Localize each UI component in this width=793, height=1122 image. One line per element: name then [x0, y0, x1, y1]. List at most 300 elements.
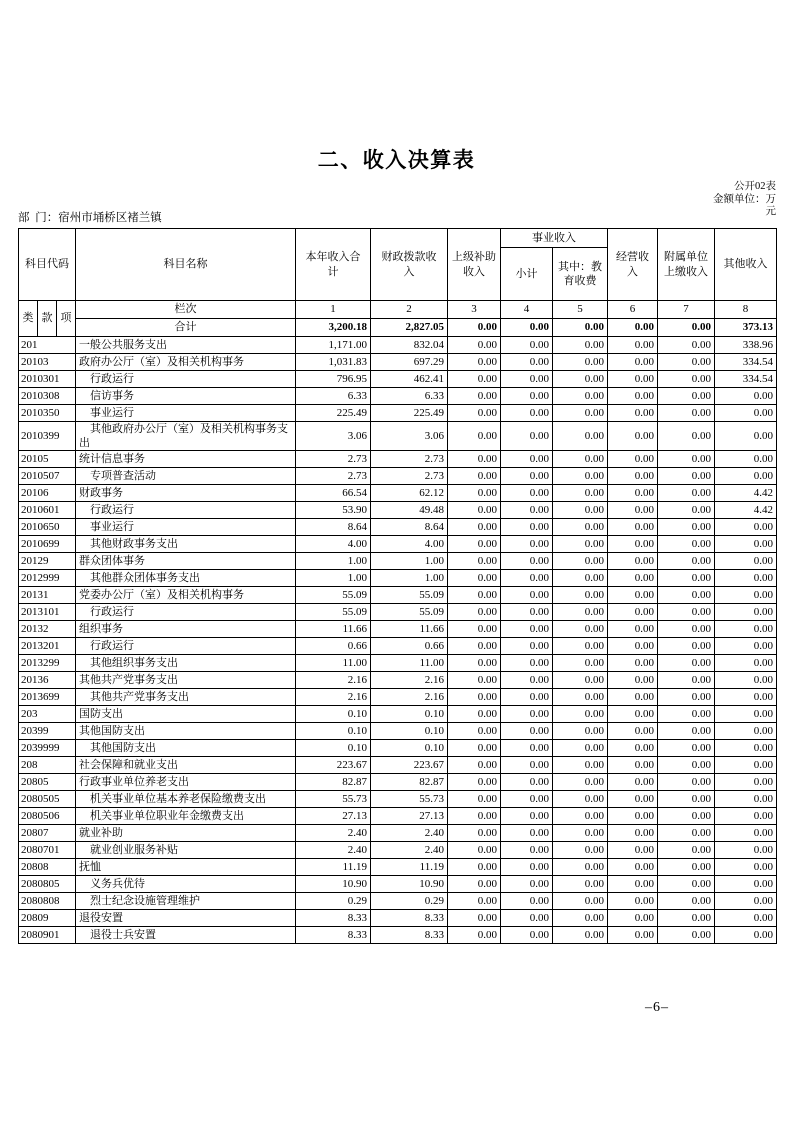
department-line	[18, 209, 162, 225]
subject-name-cell: 行政运行	[76, 502, 296, 519]
value-cell: 0.00	[553, 519, 608, 536]
value-cell: 66.54	[296, 485, 371, 502]
subject-name-cell: 退役安置	[76, 910, 296, 927]
value-cell: 0.00	[553, 638, 608, 655]
value-cell: 0.00	[553, 337, 608, 354]
subject-code-cell: 20805	[19, 774, 76, 791]
header-row-top	[19, 229, 777, 248]
value-cell: 0.00	[553, 570, 608, 587]
subject-code-cell: 201	[19, 337, 76, 354]
value-cell: 4.00	[296, 536, 371, 553]
column-number: 1	[296, 301, 371, 319]
value-cell: 0.00	[658, 337, 715, 354]
value-cell: 0.00	[448, 910, 501, 927]
column-index-row	[19, 301, 777, 319]
subject-code-cell: 2080805	[19, 876, 76, 893]
value-cell: 0.00	[715, 405, 777, 422]
value-cell: 0.00	[448, 638, 501, 655]
subject-code-cell: 20103	[19, 354, 76, 371]
total-label: 合计	[76, 319, 296, 337]
value-cell: 0.00	[501, 723, 553, 740]
value-cell: 0.00	[715, 774, 777, 791]
value-cell: 0.00	[553, 842, 608, 859]
value-cell: 6.33	[296, 388, 371, 405]
value-cell: 0.00	[608, 927, 658, 944]
value-cell: 0.10	[296, 740, 371, 757]
value-cell: 0.00	[658, 422, 715, 451]
value-cell: 0.00	[448, 774, 501, 791]
value-cell: 0.00	[658, 405, 715, 422]
subject-name-cell: 党委办公厅（室）及相关机构事务	[76, 587, 296, 604]
value-cell: 0.00	[715, 519, 777, 536]
header-subject-name: 科目名称	[76, 229, 296, 301]
subject-name-cell: 机关事业单位基本养老保险缴费支出	[76, 791, 296, 808]
value-cell: 4.00	[371, 536, 448, 553]
value-cell: 0.00	[608, 621, 658, 638]
value-cell: 0.00	[608, 519, 658, 536]
lanci-label: 栏次	[76, 301, 296, 319]
value-cell: 223.67	[371, 757, 448, 774]
value-cell: 0.00	[501, 354, 553, 371]
value-cell: 0.00	[553, 604, 608, 621]
header-col-education: 其中：教 育收费	[553, 248, 608, 301]
subject-name-cell: 其他共产党事务支出	[76, 689, 296, 706]
value-cell: 0.00	[608, 825, 658, 842]
table-row	[19, 655, 777, 672]
value-cell: 0.00	[608, 405, 658, 422]
value-cell: 0.00	[448, 842, 501, 859]
value-cell: 0.00	[553, 451, 608, 468]
value-cell: 0.00	[658, 927, 715, 944]
value-cell: 1.00	[371, 570, 448, 587]
value-cell: 0.00	[608, 536, 658, 553]
value-cell: 8.64	[296, 519, 371, 536]
value-cell: 0.00	[658, 638, 715, 655]
value-cell: 0.00	[448, 689, 501, 706]
value-cell: 0.00	[501, 842, 553, 859]
value-cell: 0.00	[715, 825, 777, 842]
value-cell: 0.00	[658, 502, 715, 519]
value-cell: 0.00	[608, 740, 658, 757]
value-cell: 0.00	[553, 502, 608, 519]
value-cell: 0.00	[501, 468, 553, 485]
subject-code-cell: 2013201	[19, 638, 76, 655]
value-cell: 0.00	[658, 689, 715, 706]
value-cell: 0.00	[501, 587, 553, 604]
subject-name-cell: 其他群众团体事务支出	[76, 570, 296, 587]
value-cell: 2.16	[371, 689, 448, 706]
subject-code-cell: 2010650	[19, 519, 76, 536]
value-cell: 55.73	[296, 791, 371, 808]
value-cell: 0.00	[553, 655, 608, 672]
value-cell: 0.00	[553, 774, 608, 791]
value-cell: 0.00	[715, 638, 777, 655]
table-row	[19, 468, 777, 485]
value-cell: 0.00	[448, 672, 501, 689]
subject-code-cell: 2080701	[19, 842, 76, 859]
subject-code-cell: 20129	[19, 553, 76, 570]
header-col-affiliated: 附属单位 上缴收入	[658, 229, 715, 301]
value-cell: 0.00	[715, 587, 777, 604]
value-cell: 1,171.00	[296, 337, 371, 354]
value-cell: 0.00	[658, 621, 715, 638]
value-cell: 0.00	[608, 422, 658, 451]
table-row	[19, 502, 777, 519]
value-cell: 0.00	[553, 910, 608, 927]
value-cell: 0.00	[715, 757, 777, 774]
value-cell: 0.00	[608, 337, 658, 354]
subject-name-cell: 其他组织事务支出	[76, 655, 296, 672]
value-cell: 11.66	[296, 621, 371, 638]
value-cell: 0.00	[658, 791, 715, 808]
table-row	[19, 485, 777, 502]
value-cell: 0.10	[296, 706, 371, 723]
value-cell: 0.00	[501, 825, 553, 842]
value-cell: 0.00	[448, 371, 501, 388]
value-cell: 0.00	[553, 587, 608, 604]
total-value: 0.00	[658, 319, 715, 337]
subject-name-cell: 政府办公厅（室）及相关机构事务	[76, 354, 296, 371]
table-row	[19, 825, 777, 842]
value-cell: 0.00	[553, 371, 608, 388]
value-cell: 0.00	[715, 621, 777, 638]
value-cell: 0.00	[658, 910, 715, 927]
table-row	[19, 354, 777, 371]
value-cell: 796.95	[296, 371, 371, 388]
value-cell: 10.90	[296, 876, 371, 893]
value-cell: 0.00	[715, 859, 777, 876]
value-cell: 0.00	[608, 672, 658, 689]
total-value: 373.13	[715, 319, 777, 337]
value-cell: 0.00	[448, 451, 501, 468]
value-cell: 0.00	[715, 740, 777, 757]
subject-code-cell: 2013101	[19, 604, 76, 621]
value-cell: 0.00	[553, 485, 608, 502]
value-cell: 2.73	[296, 451, 371, 468]
value-cell: 0.00	[608, 468, 658, 485]
value-cell: 697.29	[371, 354, 448, 371]
value-cell: 1.00	[296, 553, 371, 570]
value-cell: 0.00	[501, 422, 553, 451]
value-cell: 0.00	[608, 689, 658, 706]
value-cell: 62.12	[371, 485, 448, 502]
value-cell: 55.09	[296, 604, 371, 621]
value-cell: 0.00	[448, 587, 501, 604]
subject-code-cell: 20132	[19, 621, 76, 638]
value-cell: 0.00	[553, 757, 608, 774]
value-cell: 223.67	[296, 757, 371, 774]
total-row	[19, 319, 777, 337]
value-cell: 0.00	[448, 405, 501, 422]
header-col-operating: 经营收 入	[608, 229, 658, 301]
subject-name-cell: 国防支出	[76, 706, 296, 723]
value-cell: 0.00	[501, 706, 553, 723]
value-cell: 0.00	[608, 553, 658, 570]
subject-code-cell: 20136	[19, 672, 76, 689]
value-cell: 0.00	[658, 672, 715, 689]
value-cell: 0.00	[608, 910, 658, 927]
header-subject-code: 科目代码	[19, 229, 76, 301]
value-cell: 0.66	[296, 638, 371, 655]
value-cell: 334.54	[715, 371, 777, 388]
value-cell: 11.00	[371, 655, 448, 672]
value-cell: 0.00	[715, 570, 777, 587]
value-cell: 0.00	[715, 451, 777, 468]
header-col-business-group: 事业收入	[501, 229, 608, 248]
value-cell: 0.00	[608, 791, 658, 808]
value-cell: 27.13	[371, 808, 448, 825]
value-cell: 2.16	[371, 672, 448, 689]
value-cell: 0.00	[715, 655, 777, 672]
subject-name-cell: 就业创业服务补贴	[76, 842, 296, 859]
value-cell: 0.00	[553, 536, 608, 553]
value-cell: 0.00	[715, 468, 777, 485]
total-value: 0.00	[608, 319, 658, 337]
value-cell: 0.00	[553, 354, 608, 371]
value-cell: 0.29	[371, 893, 448, 910]
table-row	[19, 723, 777, 740]
value-cell: 0.00	[715, 876, 777, 893]
column-number: 3	[448, 301, 501, 319]
value-cell: 0.00	[658, 808, 715, 825]
value-cell: 0.00	[658, 757, 715, 774]
column-number: 2	[371, 301, 448, 319]
value-cell: 0.00	[658, 587, 715, 604]
subject-code-cell: 20809	[19, 910, 76, 927]
subject-name-cell: 行政运行	[76, 371, 296, 388]
header-col-superior: 上级补助 收入	[448, 229, 501, 301]
subject-code-cell: 20131	[19, 587, 76, 604]
value-cell: 11.19	[371, 859, 448, 876]
value-cell: 8.33	[371, 910, 448, 927]
value-cell: 0.00	[501, 791, 553, 808]
value-cell: 0.10	[371, 706, 448, 723]
value-cell: 0.00	[658, 451, 715, 468]
subject-name-cell: 抚恤	[76, 859, 296, 876]
value-cell: 0.00	[448, 422, 501, 451]
value-cell: 0.00	[553, 689, 608, 706]
subject-name-cell: 社会保障和就业支出	[76, 757, 296, 774]
value-cell: 0.00	[658, 485, 715, 502]
value-cell: 0.00	[553, 405, 608, 422]
value-cell: 0.00	[448, 740, 501, 757]
table-row	[19, 621, 777, 638]
value-cell: 0.00	[658, 723, 715, 740]
subject-name-cell: 事业运行	[76, 519, 296, 536]
value-cell: 0.00	[608, 451, 658, 468]
table-row	[19, 337, 777, 354]
value-cell: 0.00	[448, 655, 501, 672]
subject-code-cell: 2010601	[19, 502, 76, 519]
value-cell: 0.00	[608, 876, 658, 893]
subject-name-cell: 统计信息事务	[76, 451, 296, 468]
amount-unit-line1: 金额单位：万	[713, 193, 776, 205]
table-row	[19, 689, 777, 706]
value-cell: 0.00	[715, 422, 777, 451]
department-value: 宿州市埇桥区褚兰镇	[58, 212, 162, 224]
value-cell: 0.00	[553, 927, 608, 944]
value-cell: 0.00	[501, 604, 553, 621]
value-cell: 0.00	[608, 485, 658, 502]
subject-name-cell: 其他共产党事务支出	[76, 672, 296, 689]
value-cell: 55.09	[371, 587, 448, 604]
value-cell: 0.00	[608, 859, 658, 876]
value-cell: 1.00	[296, 570, 371, 587]
value-cell: 0.00	[715, 808, 777, 825]
table-row	[19, 388, 777, 405]
subject-code-cell: 2039999	[19, 740, 76, 757]
value-cell: 0.00	[448, 927, 501, 944]
value-cell: 0.00	[715, 791, 777, 808]
value-cell: 0.00	[501, 502, 553, 519]
value-cell: 0.00	[501, 621, 553, 638]
value-cell: 2.16	[296, 672, 371, 689]
page-number: –6–	[645, 1000, 669, 1015]
value-cell: 0.00	[448, 876, 501, 893]
value-cell: 0.00	[501, 927, 553, 944]
value-cell: 2.40	[371, 825, 448, 842]
header-col-fiscal: 财政拨款收 入	[371, 229, 448, 301]
total-value: 0.00	[553, 319, 608, 337]
subject-code-cell: 203	[19, 706, 76, 723]
subject-name-cell: 行政运行	[76, 604, 296, 621]
value-cell: 0.00	[608, 570, 658, 587]
value-cell: 0.00	[608, 774, 658, 791]
value-cell: 0.00	[658, 655, 715, 672]
value-cell: 0.00	[608, 706, 658, 723]
value-cell: 0.00	[501, 388, 553, 405]
subject-name-cell: 组织事务	[76, 621, 296, 638]
value-cell: 0.00	[501, 876, 553, 893]
value-cell: 338.96	[715, 337, 777, 354]
subject-code-cell: 2012999	[19, 570, 76, 587]
value-cell: 0.00	[501, 774, 553, 791]
value-cell: 0.00	[608, 655, 658, 672]
table-row	[19, 740, 777, 757]
subject-code-cell: 20105	[19, 451, 76, 468]
subject-code-cell: 2010308	[19, 388, 76, 405]
value-cell: 0.00	[501, 519, 553, 536]
form-number: 公开02表	[734, 181, 776, 192]
value-cell: 0.00	[448, 519, 501, 536]
value-cell: 0.00	[658, 893, 715, 910]
header-code-xiang: 项	[57, 301, 76, 337]
subject-code-cell: 2013699	[19, 689, 76, 706]
value-cell: 4.42	[715, 485, 777, 502]
value-cell: 0.00	[448, 570, 501, 587]
value-cell: 0.00	[715, 723, 777, 740]
value-cell: 0.00	[448, 388, 501, 405]
table-row	[19, 553, 777, 570]
value-cell: 0.00	[553, 621, 608, 638]
value-cell: 0.00	[448, 536, 501, 553]
value-cell: 0.00	[608, 371, 658, 388]
value-cell: 0.00	[501, 859, 553, 876]
value-cell: 0.00	[448, 893, 501, 910]
value-cell: 0.00	[658, 570, 715, 587]
value-cell: 0.00	[608, 723, 658, 740]
value-cell: 2.73	[371, 451, 448, 468]
value-cell: 1,031.83	[296, 354, 371, 371]
value-cell: 0.00	[501, 808, 553, 825]
value-cell: 334.54	[715, 354, 777, 371]
value-cell: 0.00	[501, 451, 553, 468]
table-row	[19, 451, 777, 468]
value-cell: 55.09	[371, 604, 448, 621]
value-cell: 0.00	[501, 485, 553, 502]
value-cell: 0.00	[608, 842, 658, 859]
value-cell: 0.00	[501, 553, 553, 570]
value-cell: 0.00	[501, 757, 553, 774]
value-cell: 0.00	[658, 388, 715, 405]
value-cell: 0.00	[658, 842, 715, 859]
subject-code-cell: 20399	[19, 723, 76, 740]
value-cell: 0.00	[608, 587, 658, 604]
value-cell: 11.00	[296, 655, 371, 672]
table-row	[19, 672, 777, 689]
header-col-other: 其他收入	[715, 229, 777, 301]
value-cell: 8.33	[296, 927, 371, 944]
subject-code-cell: 2013299	[19, 655, 76, 672]
value-cell: 0.00	[608, 638, 658, 655]
subject-code-cell: 2080506	[19, 808, 76, 825]
value-cell: 0.00	[715, 388, 777, 405]
value-cell: 0.66	[371, 638, 448, 655]
value-cell: 1.00	[371, 553, 448, 570]
value-cell: 0.00	[658, 468, 715, 485]
header-code-lei: 类	[19, 301, 38, 337]
subject-name-cell: 其他国防支出	[76, 723, 296, 740]
table-row	[19, 570, 777, 587]
value-cell: 53.90	[296, 502, 371, 519]
value-cell: 2.40	[296, 842, 371, 859]
table-row	[19, 757, 777, 774]
value-cell: 0.00	[553, 388, 608, 405]
subject-code-cell: 20807	[19, 825, 76, 842]
value-cell: 0.00	[608, 388, 658, 405]
subject-code-cell: 2080505	[19, 791, 76, 808]
value-cell: 0.00	[658, 825, 715, 842]
amount-unit-line2: 元	[765, 206, 776, 217]
total-value: 3,200.18	[296, 319, 371, 337]
table-row	[19, 808, 777, 825]
table-row	[19, 774, 777, 791]
table-row	[19, 371, 777, 388]
table-row	[19, 587, 777, 604]
value-cell: 0.00	[715, 893, 777, 910]
subject-code-cell: 2010507	[19, 468, 76, 485]
value-cell: 0.00	[553, 893, 608, 910]
value-cell: 2.40	[296, 825, 371, 842]
column-number: 8	[715, 301, 777, 319]
subject-code-cell: 2010350	[19, 405, 76, 422]
value-cell: 11.19	[296, 859, 371, 876]
value-cell: 0.00	[448, 354, 501, 371]
value-cell: 0.00	[553, 672, 608, 689]
value-cell: 0.00	[448, 604, 501, 621]
value-cell: 0.00	[448, 808, 501, 825]
table-row	[19, 604, 777, 621]
value-cell: 10.90	[371, 876, 448, 893]
value-cell: 0.00	[658, 859, 715, 876]
value-cell: 0.00	[658, 740, 715, 757]
value-cell: 0.00	[448, 791, 501, 808]
table-row	[19, 791, 777, 808]
column-number: 6	[608, 301, 658, 319]
header-code-kuan: 款	[38, 301, 57, 337]
value-cell: 2.73	[371, 468, 448, 485]
value-cell: 0.00	[501, 405, 553, 422]
